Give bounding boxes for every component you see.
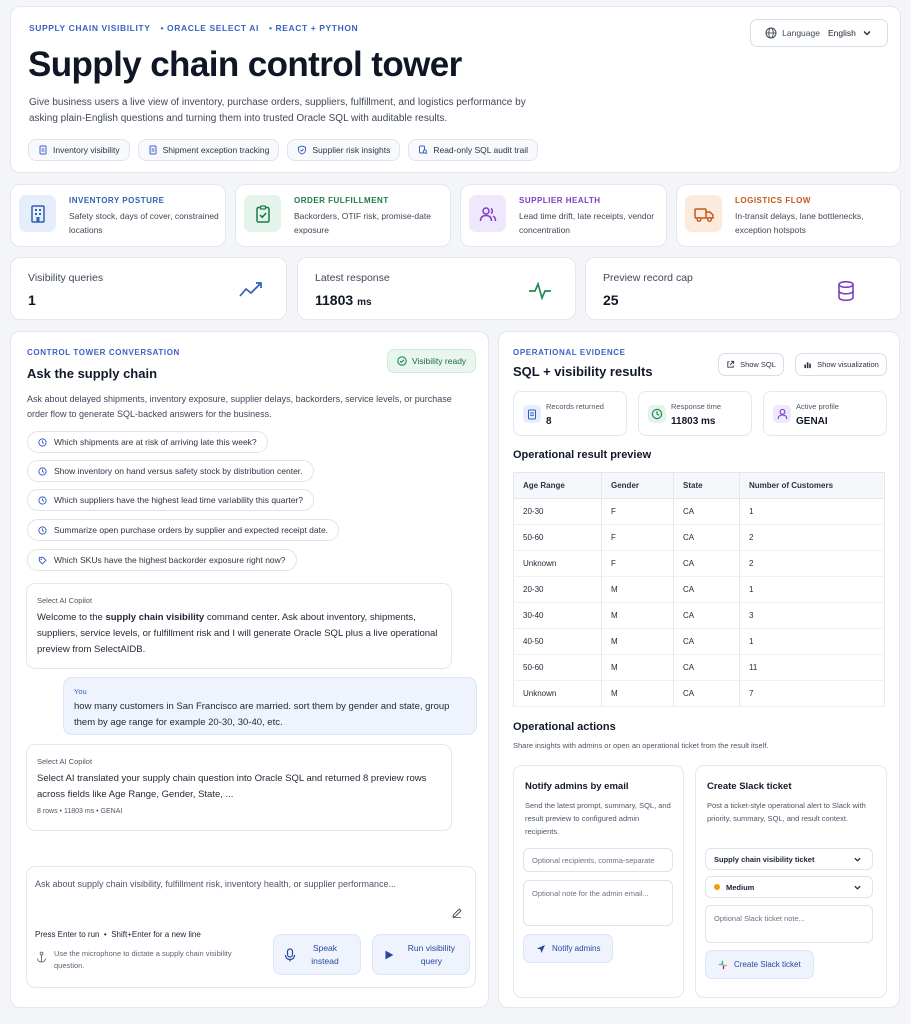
external-link-icon [726, 360, 735, 369]
prompt-label: Show inventory on hand versus safety stock by distribution center. [54, 466, 303, 476]
evidence-kicker: OPERATIONAL EVIDENCE [513, 348, 626, 357]
table-cell: CA [674, 525, 740, 551]
suggested-prompt[interactable] [27, 489, 314, 511]
conversation-panel [10, 331, 489, 1008]
status-badge [387, 349, 476, 373]
language-selector[interactable] [750, 19, 888, 47]
table-cell: Unknown [514, 681, 602, 707]
message-text: command center. Ask about inventory, shipments, suppliers, service levels, or fulfillment risk and I will generate Oracle SQL plus a live operational preview from SelectAIDB. [37, 612, 438, 655]
conversation-kicker: CONTROL TOWER CONVERSATION [27, 348, 180, 357]
clock-icon [38, 526, 47, 535]
shield-check-icon [297, 145, 307, 155]
table-row [514, 551, 885, 577]
table-cell: 1 [740, 499, 885, 525]
table-row [514, 629, 885, 655]
priority-dot [714, 884, 720, 890]
suggested-prompt[interactable] [27, 519, 339, 541]
hero-card [10, 6, 901, 173]
chip-label: Supplier risk insights [312, 145, 391, 155]
language-label: Language [782, 28, 820, 38]
message-body: how many customers in San Francisco are married. sort them by gender and state, group them by age range for example 20-30, 30-40, etc. [74, 701, 450, 728]
ticket-type-value: Supply chain visibility ticket [714, 854, 815, 864]
show-viz-label: Show visualization [817, 360, 879, 369]
feature-title: SUPPLIER HEALTH [519, 196, 601, 205]
suggested-prompt[interactable] [27, 549, 297, 571]
document-icon [38, 145, 48, 155]
globe-icon [765, 27, 777, 39]
table-cell: 7 [740, 681, 885, 707]
message-body [37, 610, 441, 658]
speak-label: Speak instead [311, 942, 339, 966]
chevron-down-icon [861, 27, 873, 39]
document-icon [148, 145, 158, 155]
table-cell: Unknown [514, 551, 602, 577]
priority-label: Medium [726, 882, 755, 892]
message-author: You [74, 687, 87, 696]
table-row [514, 577, 885, 603]
table-cell: CA [674, 603, 740, 629]
suggested-prompt[interactable] [27, 460, 314, 482]
metric-unit: ms [357, 297, 372, 308]
column-header: Number of Customers [740, 473, 885, 499]
status-badge-label: Visibility ready [412, 356, 467, 366]
stat-active-profile [763, 391, 887, 436]
table-row [514, 525, 885, 551]
prompt-label: Summarize open purchase orders by supplier and expected receipt date. [54, 525, 329, 535]
suggested-prompt[interactable] [27, 431, 268, 453]
notify-label: Notify admins [552, 944, 601, 953]
truck-icon [685, 195, 722, 232]
hero-kickers [29, 23, 358, 33]
table-cell: M [602, 577, 674, 603]
hero-description: Give business users a live view of inventory, purchase orders, suppliers, fulfillment, and logistics performance by asking plain-English questions and turning them into trusted Oracle SQL with auditable results. [29, 97, 526, 124]
actions-title: Operational actions [513, 721, 616, 733]
stat-label: Response time [671, 402, 722, 411]
table-cell: CA [674, 681, 740, 707]
ticket-type-select[interactable] [705, 848, 873, 870]
feature-order-fulfillment [235, 184, 451, 247]
slack-note-textarea[interactable] [705, 905, 873, 943]
stat-value: GENAI [796, 416, 828, 427]
message-text: Welcome to the [37, 612, 106, 623]
microphone-icon [284, 948, 296, 962]
bar-chart-icon [803, 360, 812, 369]
show-sql-button[interactable] [718, 353, 784, 376]
assistant-message [26, 744, 452, 831]
chip-inventory-visibility [28, 139, 130, 161]
table-row [514, 499, 885, 525]
table-cell: 40-50 [514, 629, 602, 655]
conversation-title: Ask the supply chain [27, 366, 158, 381]
email-desc: Send the latest prompt, summary, SQL, and result preview to configured admin recipients. [525, 801, 671, 836]
check-circle-icon [397, 356, 407, 366]
metric-value [603, 292, 619, 308]
metric-label: Latest response [315, 272, 390, 284]
chevron-down-icon [853, 855, 862, 864]
table-row [514, 655, 885, 681]
clock-icon [38, 496, 47, 505]
table-cell: 20-30 [514, 499, 602, 525]
show-sql-label: Show SQL [740, 360, 776, 369]
email-action-card [513, 765, 684, 998]
metric-label: Visibility queries [28, 272, 104, 284]
hint-shift-enter: Shift+Enter for a new line [111, 930, 201, 939]
table-cell: 2 [740, 525, 885, 551]
table-cell: M [602, 629, 674, 655]
table-cell: M [602, 603, 674, 629]
feature-desc: Backorders, OTIF risk, promise-date exposure [294, 211, 431, 235]
pulse-icon [527, 280, 553, 302]
metric-preview-cap [585, 257, 901, 320]
user-icon [773, 405, 791, 423]
table-cell: M [602, 681, 674, 707]
users-icon [469, 195, 506, 232]
speak-button[interactable] [273, 934, 361, 975]
message-body: Select AI translated your supply chain question into Oracle SQL and returned 8 preview rows across fields like Age Range, Gender, State, ... [37, 773, 427, 800]
table-row [514, 603, 885, 629]
chevron-down-icon [853, 883, 862, 892]
slack-icon [718, 960, 728, 970]
create-slack-ticket-button[interactable] [705, 950, 814, 979]
stat-label: Records returned [546, 402, 604, 411]
column-header: State [674, 473, 740, 499]
stat-value: 8 [546, 416, 552, 427]
table-cell: CA [674, 629, 740, 655]
table-cell: 3 [740, 603, 885, 629]
column-header: Age Range [514, 473, 602, 499]
hint-enter: Press Enter to run [35, 930, 100, 939]
trend-up-icon [238, 280, 264, 300]
run-query-button[interactable] [372, 934, 470, 975]
metric-number: 1 [28, 292, 36, 308]
run-label: Run visibility query [407, 942, 456, 966]
table-cell: 1 [740, 629, 885, 655]
table-cell: CA [674, 577, 740, 603]
preview-title: Operational result preview [513, 449, 652, 461]
results-table [513, 472, 885, 707]
metric-number: 25 [603, 292, 619, 308]
clock-icon [38, 438, 47, 447]
kicker-oracle: • ORACLE SELECT AI [160, 23, 259, 33]
feature-desc: In-transit delays, lane bottlenecks, exception hotspots [735, 211, 864, 235]
recipients-input[interactable] [523, 848, 673, 872]
send-icon [536, 944, 546, 954]
metric-value [315, 292, 372, 308]
table-cell: 30-40 [514, 603, 602, 629]
message-emphasis: supply chain visibility [105, 612, 205, 623]
table-header-row [514, 473, 885, 499]
note-placeholder: Optional note for the admin email... [532, 889, 649, 898]
assistant-message [26, 583, 452, 669]
slack-action-card [695, 765, 887, 998]
priority-select[interactable] [705, 876, 873, 898]
stat-records-returned [513, 391, 627, 436]
clock-icon [648, 405, 666, 423]
table-cell: F [602, 525, 674, 551]
table-cell: F [602, 499, 674, 525]
pencil-icon[interactable] [451, 907, 463, 919]
prompt-label: Which shipments are at risk of arriving late this week? [54, 437, 257, 447]
prompt-label: Which suppliers have the highest lead time variability this quarter? [54, 495, 303, 505]
metric-value [28, 292, 36, 308]
slack-desc: Post a ticket-style operational alert to Slack with priority, summary, SQL, and result context. [707, 801, 866, 823]
table-cell: M [602, 655, 674, 681]
composer-hint: Press Enter to run • Shift+Enter for a new line [35, 930, 201, 939]
table-cell: 20-30 [514, 577, 602, 603]
table-cell: 50-60 [514, 525, 602, 551]
clock-icon [38, 467, 47, 476]
table-cell: 11 [740, 655, 885, 681]
file-search-icon [418, 145, 428, 155]
metric-latest-response [297, 257, 576, 320]
recipients-placeholder: Optional recipients, comma-separate [532, 855, 655, 865]
chip-sql-audit [408, 139, 538, 161]
show-visualization-button[interactable] [795, 353, 887, 376]
table-cell: CA [674, 655, 740, 681]
priority-value [714, 883, 754, 892]
chip-supplier-risk [287, 139, 400, 161]
email-note-textarea[interactable] [523, 880, 673, 926]
page-title: Supply chain control tower [28, 45, 462, 84]
evidence-panel [498, 331, 900, 1008]
slack-button-label: Create Slack ticket [734, 960, 801, 969]
feature-logistics-flow [676, 184, 901, 247]
anchor-icon [36, 951, 47, 963]
table-cell: CA [674, 499, 740, 525]
feature-title: LOGISTICS FLOW [735, 196, 811, 205]
feature-desc: Lead time drift, late receipts, vendor concentration [519, 211, 655, 235]
metric-label: Preview record cap [603, 272, 693, 284]
message-author: Select AI Copilot [37, 757, 93, 766]
prompt-label: Which SKUs have the highest backorder exposure right now? [54, 555, 286, 565]
play-icon [383, 949, 395, 961]
notify-admins-button[interactable] [523, 934, 613, 963]
table-cell: 2 [740, 551, 885, 577]
hero-chips [28, 139, 538, 161]
table-cell: 50-60 [514, 655, 602, 681]
metric-visibility-queries [10, 257, 287, 320]
stat-label: Active profile [796, 402, 839, 411]
column-header: Gender [602, 473, 674, 499]
feature-supplier-health [460, 184, 667, 247]
user-message [63, 677, 477, 735]
table-cell: CA [674, 551, 740, 577]
feature-title: INVENTORY POSTURE [69, 196, 165, 205]
metric-number: 11803 [315, 292, 354, 308]
chip-label: Inventory visibility [53, 145, 120, 155]
clipboard-check-icon [244, 195, 281, 232]
document-icon [523, 405, 541, 423]
kicker-stack: • REACT + PYTHON [268, 23, 359, 33]
kicker-supply-chain: SUPPLY CHAIN VISIBILITY [29, 23, 151, 33]
chip-label: Shipment exception tracking [162, 145, 270, 155]
conversation-intro: Ask about delayed shipments, inventory exposure, supplier delays, backorders, service levels, or purchase order flow to generate SQL-backed answers for the business. [27, 394, 452, 419]
evidence-title: SQL + visibility results [513, 364, 653, 379]
building-icon [19, 195, 56, 232]
feature-title: ORDER FULFILLMENT [294, 196, 389, 205]
message-meta: 8 rows • 11803 ms • GENAI [37, 808, 123, 815]
composer [26, 866, 476, 988]
table-cell: F [602, 551, 674, 577]
feature-inventory-posture [10, 184, 226, 247]
language-value: English [827, 28, 856, 38]
query-input[interactable]: Ask about supply chain visibility, fulfillment risk, inventory health, or supplier performance... [35, 879, 396, 889]
table-row [514, 681, 885, 707]
database-icon [836, 280, 856, 302]
message-author: Select AI Copilot [37, 596, 93, 605]
slack-note-placeholder: Optional Slack ticket note... [714, 914, 805, 923]
email-title: Notify admins by email [525, 781, 629, 792]
mic-hint: Use the microphone to dictate a supply chain visibility question. [54, 949, 232, 970]
tag-icon [38, 556, 47, 565]
stat-value: 11803 ms [671, 416, 716, 427]
feature-desc: Safety stock, days of cover, constrained locations [69, 211, 219, 235]
table-cell: 1 [740, 577, 885, 603]
chip-shipment-exception [138, 139, 280, 161]
slack-title: Create Slack ticket [707, 781, 792, 792]
actions-desc: Share insights with admins or open an operational ticket from the result itself. [513, 741, 769, 750]
stat-response-time [638, 391, 752, 436]
chip-label: Read-only SQL audit trail [433, 145, 528, 155]
